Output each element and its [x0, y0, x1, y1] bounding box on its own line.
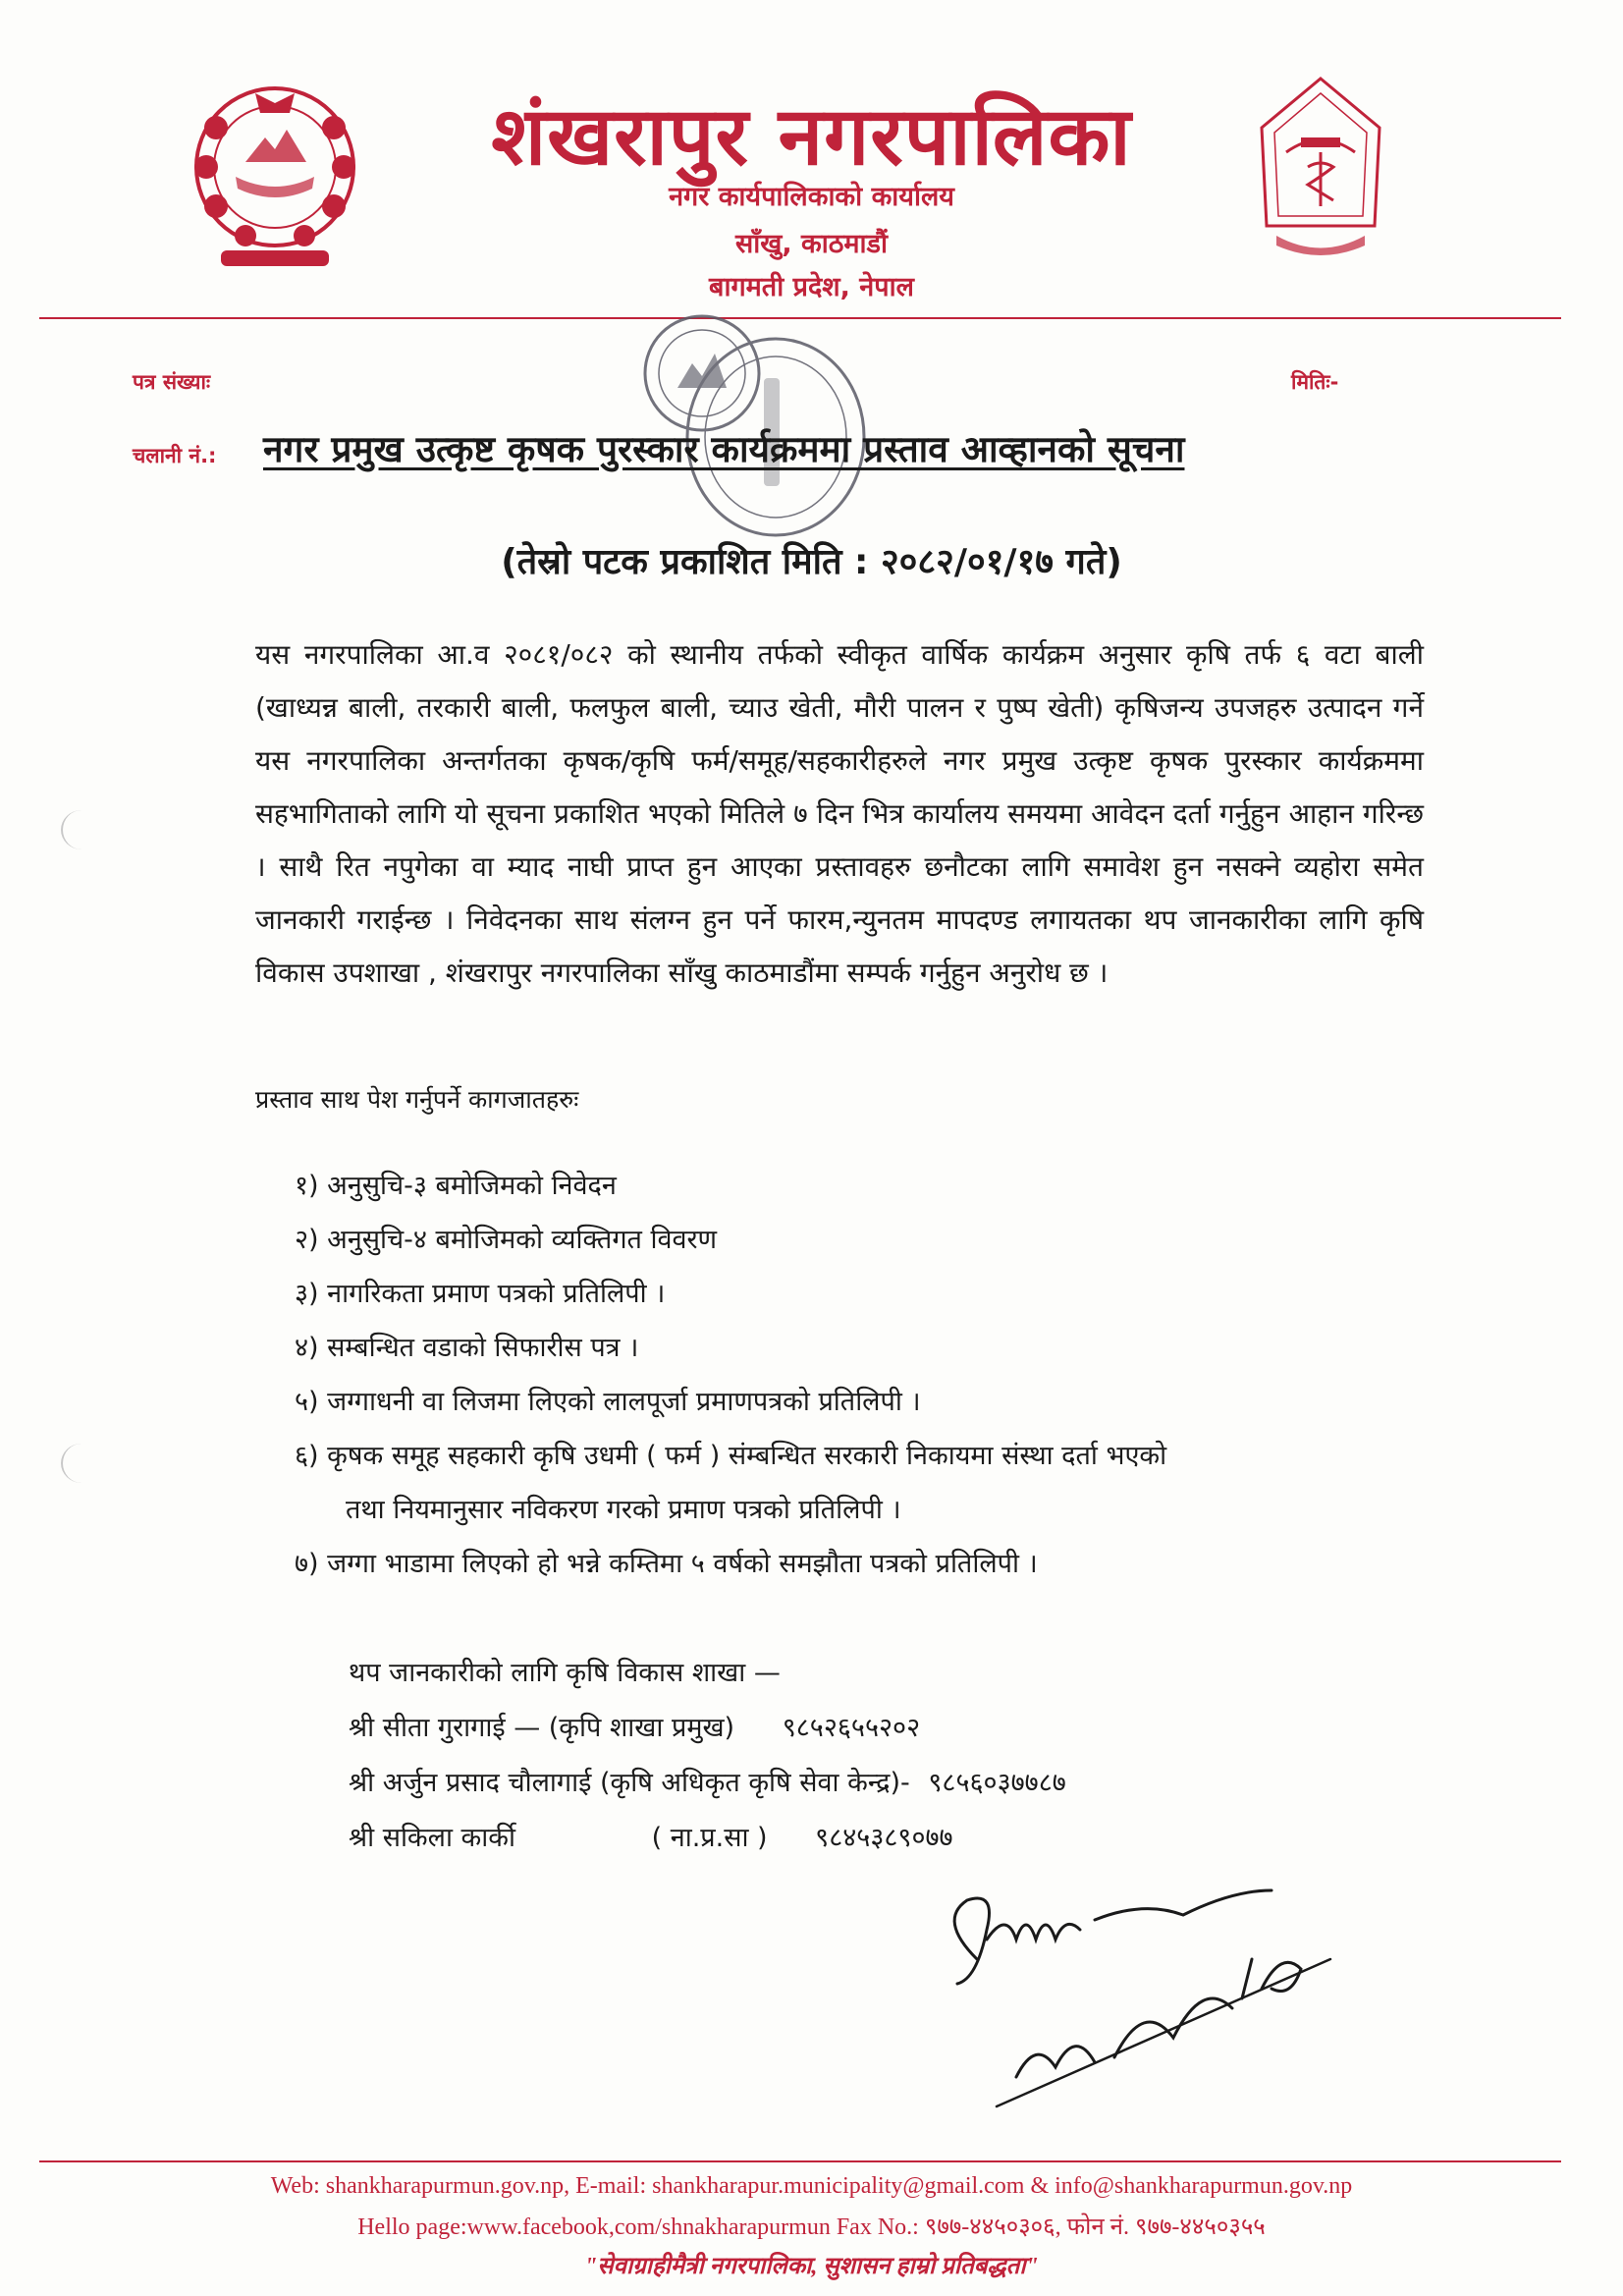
date-label: मितिः-	[1291, 370, 1339, 394]
municipality-name: शंखरापुर नगरपालिका	[491, 90, 1132, 184]
list-item: ६) कृषक समूह सहकारी कृषि उधमी ( फर्म ) संम्बन्धित सरकारी निकायमा संस्था दर्ता भएको	[295, 1441, 1167, 1471]
contact-phone: ९८५६०३७७८७	[928, 1768, 1066, 1798]
footer-web-email: Web: shankharapurmun.gov.np, E-mail: shankharapur.municipality@gmail.com & info@shankharapurmun.gov.np	[270, 2173, 1353, 2199]
contact-row	[349, 1811, 1066, 1866]
footer-divider	[39, 2160, 1561, 2162]
contact-name: श्री सीता गुरागाई	[349, 1713, 506, 1743]
contact-name: श्री अर्जुन प्रसाद चौलागाई	[349, 1768, 592, 1798]
contact-block	[349, 1646, 1066, 1866]
footer-contact-line: Hello page:www.facebook,com/shnakharapurmun Fax No.: ९७७-४४५०३०६, फोन नं. ९७७-४४५०३५५	[357, 2214, 1266, 2240]
contact-phone: ९८४५३८९०७७	[815, 1823, 953, 1853]
notice-title: नगर प्रमुख उत्कृष्ट कृषक पुरस्कार कार्यक्रममा प्रस्ताव आव्हानको सूचना	[263, 428, 1185, 470]
contact-row	[349, 1701, 1066, 1756]
documents-list	[295, 1159, 1424, 1591]
notice-body: यस नगरपालिका आ.व २०८१/०८२ को स्थानीय तर्फको स्वीकृत वार्षिक कार्यक्रम अनुसार कृषि तर्फ ६ वटा बाली (खाध्यन्न बाली, तरकारी बाली, फलफुल बाली, च्याउ खेती, मौरी पालन र पुष्प खेती) कृषिजन्य उपजहरु उत्पादन गर्ने यस नगरपालिका अन्तर्गतका कृषक/कृषि फर्म/समूह/सहकारीहरुले नगर प्रमुख उत्कृष्ट कृषक पुरस्कार कार्यक्रममा सहभागिताको लागि यो सूचना प्रकाशित भएको मितिले ७ दिन भित्र कार्यालय समयमा आवेदन दर्ता गर्नुहुन आहान गरिन्छ । साथै रित नपुगेका वा म्याद नाघी प्राप्त हुन आएका प्रस्तावहरु छनौटका लागि समावेश हुन नसक्ने व्यहोरा समेत जानकारी गराईन्छ । निवेदनका साथ संलग्न हुन पर्ने फारम,न्युनतम मापदण्ड लगायतका थप जानकारीका लागि कृषि विकास उपशाखा , शंखरापुर नगरपालिका साँखु काठमाडौंमा सम्पर्क गर्नुहुन अनुरोध छ ।	[255, 638, 1424, 989]
list-item: ३) नागरिकता प्रमाण पत्रको प्रतिलिपी ।	[295, 1279, 666, 1309]
punch-hole	[61, 1444, 102, 1483]
office-province: बागमती प्रदेश, नेपाल	[709, 272, 914, 302]
list-item: ४) सम्बन्धित वडाको सिफारीस पत्र ।	[295, 1333, 639, 1363]
office-address: साँखु, काठमाडौं	[735, 229, 888, 259]
contact-role: — (कृपि शाखा प्रमुख)	[514, 1713, 735, 1743]
contact-intro: थप जानकारीको लागि कृषि विकास शाखा —	[349, 1658, 781, 1688]
dispatch-number-label: चलानी नं.:	[133, 444, 217, 467]
notice-publication-date: (तेस्रो पटक प्रकाशित मिति : २०८२/०१/१७ गते)	[501, 542, 1122, 582]
contact-name: श्री सकिला कार्की	[349, 1823, 516, 1853]
letter-number-label: पत्र संख्याः	[133, 370, 211, 394]
handwritten-signature	[918, 1871, 1360, 2126]
contact-phone: ९८५२६५५२०२	[782, 1713, 921, 1743]
contact-role: (कृषि अधिकृत कृषि सेवा केन्द्र)-	[599, 1768, 910, 1798]
list-item: तथा नियमानुसार नविकरण गरको प्रमाण पत्रको प्रतिलिपी ।	[346, 1495, 901, 1525]
municipality-logo-icon	[1247, 69, 1394, 265]
list-item: ५) जग्गाधनी वा लिजमा लिएको लालपूर्जा प्रमाणपत्रको प्रतिलिपी ।	[295, 1387, 921, 1417]
punch-hole	[61, 810, 102, 849]
list-item: २) अनुसुचि-४ बमोजिमको व्यक्तिगत विवरण	[295, 1225, 718, 1255]
contact-row	[349, 1756, 1066, 1811]
office-name: नगर कार्यपालिकाको कार्यालय	[669, 182, 954, 212]
footer-motto: "सेवाग्राहीमैत्री नगरपालिका, सुशासन हाम्रो प्रतिबद्धता"	[584, 2254, 1039, 2279]
documents-heading: प्रस्ताव साथ पेश गर्नुपर्ने कागजातहरुः	[255, 1085, 579, 1114]
list-item: ७) जग्गा भाडामा लिएको हो भन्ने कम्तिमा ५ वर्षको समझौता पत्रको प्रतिलिपी ।	[295, 1549, 1038, 1579]
contact-role: ( ना.प्र.सा )	[651, 1823, 768, 1853]
list-item: १) अनुसुचि-३ बमोजिमको निवेदन	[295, 1171, 617, 1201]
